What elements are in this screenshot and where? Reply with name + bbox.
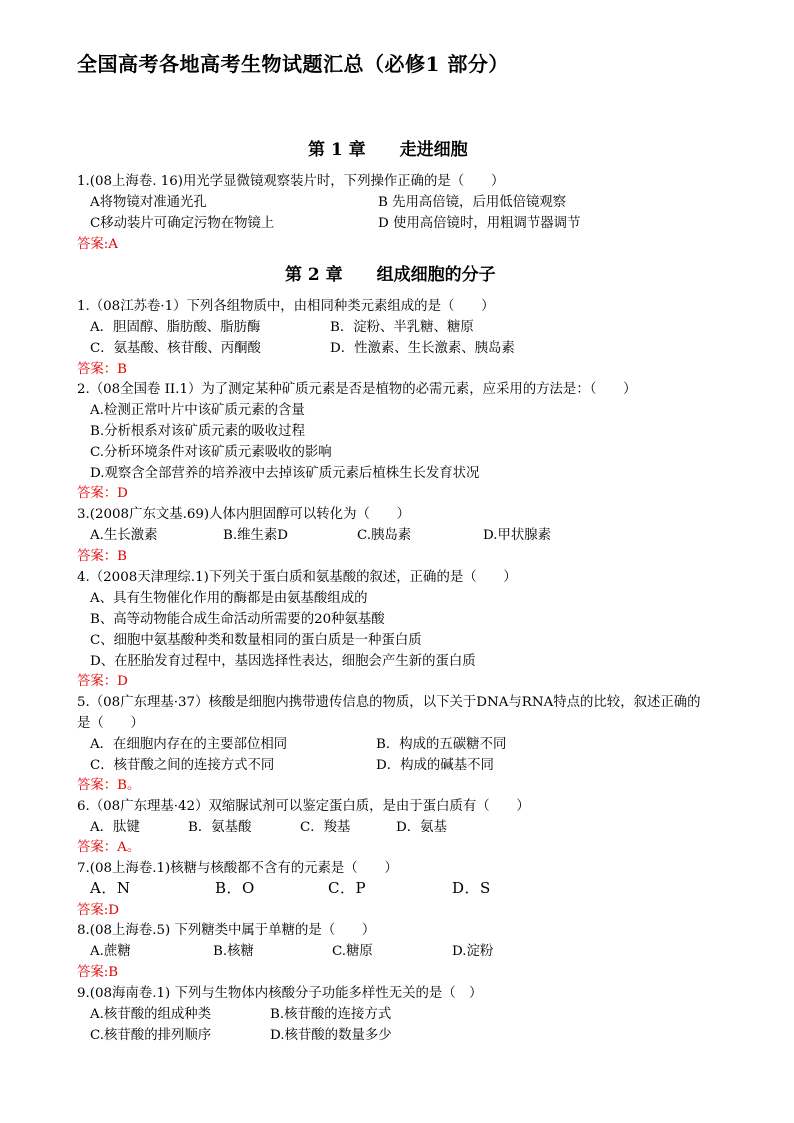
option: A．在细胞内存在的主要部位相同 (90, 737, 288, 752)
option: A、具有生物催化作用的酶都是由氨基酸组成的 (90, 591, 368, 606)
option: D．性激素、生长激素、胰岛素 (330, 341, 515, 356)
option: B.分析根系对该矿质元素的吸收过程 (90, 424, 305, 439)
option: A.检测正常叶片中该矿质元素的含量 (90, 403, 305, 418)
option: A．胆固醇、脂肪酸、脂肪酶 (90, 320, 261, 335)
option: D．S (452, 879, 491, 897)
option: C、细胞中氨基酸种类和数量相同的蛋白质是一种蛋白质 (90, 633, 422, 648)
question-stem: 1.（08江苏卷·1）下列各组物质中，由相同种类元素组成的是（ ） (77, 299, 495, 314)
chapter-heading: 第 1 章 走进细胞 (308, 140, 468, 160)
option: D.观察含全部营养的培养液中去掉该矿质元素后植株生长发育状况 (90, 466, 480, 481)
option: C.糖原 (332, 944, 373, 959)
page-title: 全国高考各地高考生物试题汇总（必修1 部分） (77, 52, 509, 76)
option: D．氨基 (396, 820, 447, 835)
option: C移动装片可确定污物在物镜上 (90, 216, 275, 231)
option: B.维生素D (223, 528, 289, 543)
option: C．P (328, 879, 367, 897)
question-stem: 2.（08全国卷 II.1）为了测定某种矿质元素是否是植物的必需元素，应采用的方法是：（ ） (77, 382, 637, 397)
option: D 使用高倍镜时，用粗调节器调节 (378, 216, 581, 231)
question-stem-continued: 是（ ） (77, 716, 144, 731)
option: A将物镜对准通光孔 (90, 195, 207, 210)
answer: 答案：A。 (77, 840, 141, 855)
answer: 答案:A (77, 237, 118, 252)
option: B．氨基酸 (188, 820, 252, 835)
option: A.生长激素 (90, 528, 158, 543)
option: C．羧基 (300, 820, 351, 835)
option: B．淀粉、半乳糖、糖原 (330, 320, 474, 335)
option: D.甲状腺素 (483, 528, 552, 543)
option: B．O (215, 879, 255, 897)
option: C．氨基酸、核苷酸、丙酮酸 (90, 341, 261, 356)
question-stem: 3.(2008广东文基.69)人体内胆固醇可以转化为（ ） (77, 507, 411, 522)
option: C.核苷酸的排列顺序 (90, 1028, 212, 1043)
option: D.核苷酸的数量多少 (270, 1028, 392, 1043)
question-stem: 7.(08上海卷.1)核糖与核酸都不含有的元素是（ ） (77, 861, 398, 876)
answer: 答案：B。 (77, 778, 141, 793)
option: C.胰岛素 (357, 528, 412, 543)
option: C．核苷酸之间的连接方式不同 (90, 758, 275, 773)
question-stem: 4.（2008天津理综.1)下列关于蛋白质和氨基酸的叙述，正确的是（ ） (77, 570, 517, 585)
answer: 答案：B (77, 549, 128, 564)
question-stem: 1.(08上海卷. 16)用光学显微镜观察装片时，下列操作正确的是（ ） (77, 174, 505, 189)
option: D.淀粉 (452, 944, 494, 959)
option: B 先用高倍镜，后用低倍镜观察 (378, 195, 567, 210)
option: A.蔗糖 (90, 944, 131, 959)
answer: 答案:B (77, 965, 119, 980)
option: A.核苷酸的组成种类 (90, 1007, 212, 1022)
answer: 答案:D (77, 903, 120, 918)
question-stem: 9.(08海南卷.1) 下列与生物体内核酸分子功能多样性无关的是（ ） (77, 986, 483, 1001)
question-stem: 8.(08上海卷.5) 下列糖类中属于单糖的是（ ） (77, 923, 376, 938)
option: D．构成的碱基不同 (376, 758, 494, 773)
answer: 答案：D (77, 486, 128, 501)
option: D、在胚胎发育过程中，基因选择性表达，细胞会产生新的蛋白质 (90, 654, 476, 669)
question-stem: 5.（08广东理基·37）核酸是细胞内携带遗传信息的物质，以下关于DNA与RNA特点的比较，叙述正确的 (77, 695, 701, 710)
question-stem: 6.（08广东理基·42）双缩脲试剂可以鉴定蛋白质，是由于蛋白质有（ ） (77, 799, 530, 814)
answer: 答案：B (77, 362, 128, 377)
option: B、高等动物能合成生命活动所需要的20种氨基酸 (90, 612, 385, 627)
option: B．构成的五碳糖不同 (376, 737, 507, 752)
chapter-heading: 第 2 章 组成细胞的分子 (285, 265, 496, 285)
option: A．N (90, 879, 131, 897)
answer: 答案：D (77, 674, 128, 689)
option: B.核苷酸的连接方式 (270, 1007, 392, 1022)
option: A．肽键 (90, 820, 140, 835)
option: B.核糖 (213, 944, 254, 959)
option: C.分析环境条件对该矿质元素吸收的影响 (90, 445, 332, 460)
